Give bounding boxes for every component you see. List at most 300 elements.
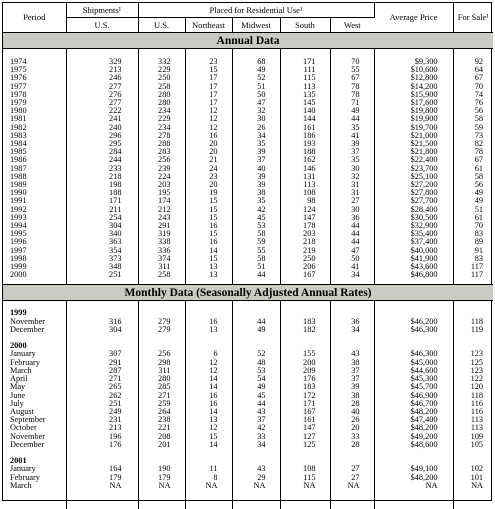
monthly-shipments-us-cell: 196	[109, 431, 122, 441]
monthly-period-cell: August	[10, 406, 34, 416]
monthly-average-price-cell: $46,700	[410, 398, 438, 408]
spacer	[139, 334, 171, 342]
annual-south-cell: 113	[303, 81, 316, 91]
annual-period-cell: 1991	[10, 196, 27, 206]
monthly-average-price-cell: $46,900	[410, 390, 438, 400]
annual-northeast-cell: 20	[209, 147, 218, 157]
annual-placed-us-cell: 283	[158, 147, 171, 157]
midwest-header: Midwest	[232, 18, 280, 33]
annual-south-cell: 171	[303, 57, 316, 66]
monthly-midwest-cell: 49	[257, 382, 266, 392]
monthly-west-cell: 33	[351, 431, 360, 441]
monthly-south-cell: 155	[303, 349, 316, 359]
monthly-midwest-cell: 33	[257, 431, 266, 441]
annual-average-price-cell: $30,500	[410, 212, 438, 222]
annual-northeast-cell: 13	[209, 262, 218, 272]
monthly-placed-us-cell: 279	[158, 316, 171, 326]
monthly-for-sale-cell: 116	[470, 398, 484, 408]
annual-midwest-cell: 47	[257, 98, 266, 108]
year-label: 1999	[10, 308, 27, 318]
annual-west-cell: 44	[351, 221, 360, 231]
monthly-for-sale-cell: NA	[471, 480, 484, 490]
monthly-for-sale-cell: 113	[470, 423, 484, 433]
annual-northeast-cell: 21	[209, 155, 218, 165]
annual-for-sale-cell: 56	[474, 106, 484, 116]
annual-west-cell: 37	[351, 147, 360, 157]
monthly-west-cell: 37	[351, 365, 360, 375]
monthly-average-price-cell: $48,200	[410, 423, 438, 433]
annual-placed-us-cell: 291	[158, 221, 171, 231]
annual-period-cell: 1981	[10, 114, 27, 124]
monthly-average-price-cell: $47,400	[410, 415, 438, 425]
annual-for-sale-cell: 51	[474, 204, 484, 214]
annual-south-cell: 250	[303, 253, 316, 263]
annual-average-price-cell: $46,800	[410, 270, 438, 280]
monthly-shipments-us-cell: NA	[109, 480, 122, 490]
annual-shipments-us-cell: 276	[109, 89, 122, 99]
annual-west-cell: 44	[351, 229, 360, 239]
monthly-period-cell: October	[10, 423, 37, 433]
monthly-midwest-cell: 44	[257, 398, 266, 408]
monthly-period-cell: September	[10, 415, 46, 425]
annual-northeast-cell: 15	[209, 196, 218, 206]
annual-placed-us-cell: 311	[158, 262, 171, 272]
monthly-for-sale-cell: 113	[470, 415, 484, 425]
monthly-average-price-cell: $48,600	[410, 439, 438, 449]
monthly-shipments-us-cell: 304	[109, 324, 122, 334]
annual-placed-us-cell: 256	[158, 155, 171, 165]
annual-placed-us-cell: 258	[158, 81, 171, 91]
monthly-for-sale-cell: 116	[470, 406, 484, 416]
annual-period-cell: 2000	[10, 270, 27, 280]
annual-for-sale-cell: 117	[470, 262, 484, 272]
monthly-northeast-cell: 11	[209, 464, 218, 474]
monthly-average-price-cell: $49,200	[410, 431, 438, 441]
spacer	[233, 449, 266, 457]
annual-midwest-cell: 42	[257, 204, 266, 214]
annual-average-price-cell: $21,800	[410, 147, 438, 157]
monthly-average-price-cell: $46,300	[410, 349, 438, 359]
monthly-shipments-us-cell: 262	[109, 390, 122, 400]
monthly-average-price-cell: $49,100	[410, 464, 438, 474]
annual-average-price-cell: $41,900	[410, 253, 438, 263]
monthly-shipments-us-cell: 179	[109, 472, 122, 482]
monthly-for-sale-cell: 120	[470, 382, 484, 392]
spacer	[281, 449, 316, 457]
annual-placed-us-cell: 280	[158, 98, 171, 108]
monthly-for-sale-cell: 122	[470, 374, 484, 384]
annual-for-sale-cell: 70	[474, 221, 484, 231]
annual-placed-us-cell: 332	[158, 57, 171, 66]
annual-for-sale-cell: 91	[474, 245, 484, 255]
annual-northeast-cell: 15	[209, 65, 218, 75]
annual-placed-us-cell: 280	[158, 89, 171, 99]
monthly-placed-us-cell: 256	[158, 349, 171, 359]
annual-shipments-us-cell: 251	[109, 270, 122, 280]
annual-midwest-cell: 52	[257, 73, 266, 83]
annual-period-cell: 1994	[10, 221, 27, 231]
monthly-for-sale-cell: 118	[470, 390, 484, 400]
monthly-for-sale-cell: 109	[470, 431, 484, 441]
monthly-average-price-cell: $48,200	[410, 406, 438, 416]
monthly-south-cell: 108	[303, 464, 316, 474]
monthly-period-cell: February	[10, 472, 40, 482]
shipments-header: Shipments¹	[66, 3, 138, 18]
manufactured-housing-table	[2, 2, 492, 501]
annual-west-cell: 36	[351, 212, 360, 222]
annual-midwest-cell: 39	[257, 180, 266, 190]
annual-average-price-cell: $27,700	[410, 196, 438, 206]
annual-south-cell: 146	[303, 163, 316, 173]
table-header	[3, 3, 493, 33]
annual-shipments-us-cell: 171	[109, 196, 122, 206]
annual-shipments-us-cell: 340	[109, 229, 122, 239]
average-price-header: Average Price	[374, 3, 453, 33]
annual-south-cell: 131	[303, 171, 316, 181]
annual-period-cell: 1974	[10, 57, 27, 66]
annual-placed-us-cell: 278	[158, 130, 171, 140]
annual-period-cell: 1985	[10, 147, 27, 157]
monthly-period-cell: May	[10, 382, 26, 392]
annual-period-cell: 1976	[10, 73, 27, 83]
annual-midwest-cell: 58	[257, 229, 266, 239]
annual-midwest-cell: 55	[257, 245, 266, 255]
annual-placed-us-cell: 212	[158, 204, 171, 214]
monthly-period-cell: November	[10, 316, 46, 326]
monthly-placed-us-cell: 221	[158, 423, 171, 433]
monthly-south-cell: 172	[303, 390, 316, 400]
annual-period-cell: 1989	[10, 180, 27, 190]
annual-west-cell: 41	[351, 262, 360, 272]
annual-period-cell: 1995	[10, 229, 27, 239]
annual-west-cell: 35	[351, 155, 360, 165]
annual-placed-us-cell: 174	[158, 196, 171, 206]
monthly-for-sale-cell: 118	[470, 316, 484, 326]
annual-period-cell: 1979	[10, 98, 27, 108]
annual-period-cell: 1975	[10, 65, 27, 75]
annual-midwest-cell: 53	[257, 221, 266, 231]
annual-average-price-cell: $17,600	[410, 98, 438, 108]
annual-placed-us-cell: 229	[158, 65, 171, 75]
monthly-average-price-cell: $46,300	[410, 324, 438, 334]
annual-placed-us-cell: 239	[158, 163, 171, 173]
annual-for-sale-cell: 61	[474, 163, 484, 173]
annual-midwest-cell: 35	[257, 139, 266, 149]
spacer	[233, 334, 266, 342]
spacer	[67, 334, 122, 342]
annual-south-cell: 145	[303, 98, 316, 108]
annual-shipments-us-cell: 348	[109, 262, 122, 272]
annual-period-cell: 1983	[10, 130, 27, 140]
annual-shipments-us-cell: 295	[109, 139, 122, 149]
monthly-south-cell: 182	[303, 324, 316, 334]
monthly-period-cell: April	[10, 374, 28, 384]
annual-midwest-cell: 38	[257, 188, 266, 198]
annual-placed-us-cell: 243	[158, 212, 171, 222]
annual-northeast-cell: 16	[209, 221, 218, 231]
monthly-shipments-us-cell: 213	[109, 423, 122, 433]
annual-northeast-cell: 15	[209, 229, 218, 239]
annual-west-cell: 34	[351, 270, 360, 280]
annual-shipments-us-cell: 277	[109, 98, 122, 108]
annual-for-sale-cell: 70	[474, 81, 484, 91]
year-label: 2000	[10, 341, 27, 351]
annual-average-price-cell: $37,400	[410, 237, 438, 247]
annual-west-cell: 67	[351, 73, 360, 83]
annual-midwest-cell: 58	[257, 253, 266, 263]
annual-for-sale-cell: 76	[474, 98, 484, 108]
year-label: 2001	[10, 456, 27, 466]
monthly-south-cell: 171	[303, 398, 316, 408]
annual-average-price-cell: $19,900	[410, 114, 438, 124]
monthly-northeast-cell: 8	[213, 472, 218, 482]
annual-northeast-cell: 20	[209, 180, 218, 190]
annual-average-price-cell: $27,200	[410, 180, 438, 190]
annual-midwest-cell: 68	[257, 57, 266, 66]
monthly-northeast-cell: 12	[209, 423, 218, 433]
annual-west-cell: 55	[351, 65, 360, 75]
monthly-shipments-us-cell: 307	[109, 349, 122, 359]
monthly-west-cell: 20	[351, 423, 360, 433]
annual-shipments-us-cell: 188	[109, 188, 122, 198]
monthly-placed-us-cell: 280	[158, 374, 171, 384]
period-header: Period	[3, 3, 66, 33]
annual-midwest-cell: 59	[257, 237, 266, 247]
annual-northeast-cell: 15	[209, 253, 218, 263]
annual-placed-us-cell: 250	[158, 73, 171, 83]
spacer	[375, 334, 438, 342]
monthly-average-price-cell: $48,200	[410, 472, 438, 482]
annual-south-cell: 206	[303, 262, 316, 272]
annual-for-sale-cell: 58	[474, 114, 484, 124]
monthly-placed-us-cell: 179	[158, 472, 171, 482]
annual-average-price-cell: $19,800	[410, 106, 438, 116]
monthly-northeast-cell: 6	[213, 349, 218, 359]
monthly-midwest-cell: 44	[257, 316, 266, 326]
annual-period-cell: 1996	[10, 237, 27, 247]
annual-average-price-cell: $12,800	[410, 73, 438, 83]
annual-west-cell: 44	[351, 237, 360, 247]
annual-west-cell: 30	[351, 163, 360, 173]
monthly-south-cell: 127	[303, 431, 316, 441]
monthly-west-cell: 28	[351, 439, 360, 449]
monthly-shipments-us-cell: 249	[109, 406, 122, 416]
monthly-northeast-cell: 15	[209, 431, 218, 441]
annual-average-price-cell: $14,200	[410, 81, 438, 91]
annual-for-sale-cell: 49	[474, 188, 484, 198]
annual-period-cell: 1999	[10, 262, 27, 272]
monthly-average-price-cell: $45,700	[410, 382, 438, 392]
monthly-placed-us-cell: NA	[158, 480, 171, 490]
monthly-midwest-cell: 34	[257, 439, 266, 449]
annual-south-cell: 144	[303, 114, 316, 124]
monthly-northeast-cell: 16	[209, 398, 218, 408]
annual-northeast-cell: 17	[209, 98, 218, 108]
shipments-us-header: U.S.	[66, 18, 138, 33]
monthly-west-cell: 40	[351, 406, 360, 416]
monthly-west-cell: 43	[351, 349, 360, 359]
annual-shipments-us-cell: 373	[109, 253, 122, 263]
annual-shipments-us-cell: 213	[109, 65, 122, 75]
monthly-period-cell: January	[10, 464, 36, 474]
annual-south-cell: 140	[303, 106, 316, 116]
spacer	[67, 449, 122, 457]
annual-for-sale-cell: 49	[474, 196, 484, 206]
monthly-for-sale-cell: 101	[470, 472, 484, 482]
annual-northeast-cell: 19	[209, 188, 218, 198]
monthly-midwest-cell: 54	[257, 374, 266, 384]
monthly-south-cell: 115	[303, 472, 316, 482]
annual-shipments-us-cell: 218	[109, 171, 122, 181]
spacer	[139, 449, 171, 457]
annual-northeast-cell: 16	[209, 130, 218, 140]
annual-placed-us-cell: 229	[158, 114, 171, 124]
annual-northeast-cell: 16	[209, 237, 218, 247]
monthly-south-cell: NA	[303, 480, 316, 490]
monthly-period-cell: July	[10, 398, 24, 408]
annual-west-cell: 71	[351, 98, 360, 108]
annual-average-price-cell: $43,600	[410, 262, 438, 272]
monthly-south-cell: 200	[303, 357, 316, 367]
annual-northeast-cell: 17	[209, 89, 218, 99]
annual-for-sale-cell: 56	[474, 180, 484, 190]
annual-average-price-cell: $10,600	[410, 65, 438, 75]
annual-data-band: Annual Data	[3, 33, 493, 49]
monthly-placed-us-cell: 279	[158, 324, 171, 334]
annual-for-sale-cell: 83	[474, 229, 484, 239]
annual-south-cell: 111	[303, 65, 316, 75]
monthly-period-cell: December	[10, 324, 45, 334]
annual-northeast-cell: 24	[209, 163, 218, 173]
annual-average-price-cell: $25,100	[410, 171, 438, 181]
spacer	[186, 334, 218, 342]
monthly-shipments-us-cell: 231	[109, 415, 122, 425]
monthly-northeast-cell: 13	[209, 415, 218, 425]
monthly-placed-us-cell: 201	[158, 439, 171, 449]
monthly-south-cell: 183	[303, 382, 316, 392]
annual-south-cell: 108	[303, 188, 316, 198]
annual-shipments-us-cell: 329	[109, 57, 122, 66]
monthly-midwest-cell: 29	[257, 472, 266, 482]
monthly-south-cell: 176	[303, 374, 316, 384]
monthly-for-sale-cell: 102	[470, 464, 484, 474]
annual-midwest-cell: 32	[257, 106, 266, 116]
annual-period-cell: 1987	[10, 163, 27, 173]
monthly-midwest-cell: 48	[257, 357, 266, 367]
monthly-shipments-us-cell: 316	[109, 316, 122, 326]
annual-northeast-cell: 12	[209, 106, 218, 116]
annual-for-sale-cell: 78	[474, 147, 484, 157]
monthly-placed-us-cell: 298	[158, 357, 171, 367]
monthly-west-cell: NA	[347, 480, 360, 490]
annual-shipments-us-cell: 233	[109, 163, 122, 173]
annual-west-cell: 31	[351, 180, 360, 190]
monthly-northeast-cell: 14	[209, 382, 218, 392]
monthly-northeast-cell: 12	[209, 357, 218, 367]
monthly-shipments-us-cell: 271	[109, 374, 122, 384]
annual-period-cell: 1997	[10, 245, 27, 255]
annual-midwest-cell: 30	[257, 114, 266, 124]
monthly-midwest-cell: 43	[257, 464, 266, 474]
annual-for-sale-cell: 61	[474, 212, 484, 222]
annual-south-cell: 162	[303, 155, 316, 165]
annual-northeast-cell: 12	[209, 114, 218, 124]
for-sale-header: For Sale¹	[457, 12, 489, 22]
monthly-placed-us-cell: 259	[158, 398, 171, 408]
annual-south-cell: 124	[303, 204, 316, 214]
annual-northeast-cell: 15	[209, 212, 218, 222]
annual-west-cell: 35	[351, 122, 360, 132]
annual-period-cell: 1977	[10, 81, 27, 91]
spacer	[331, 449, 360, 457]
annual-northeast-cell: 17	[209, 81, 218, 91]
annual-shipments-us-cell: 304	[109, 221, 122, 231]
annual-west-cell: 30	[351, 204, 360, 214]
monthly-south-cell: 161	[303, 415, 316, 425]
annual-placed-us-cell: 374	[158, 253, 171, 263]
monthly-data-band: Monthly Data (Seasonally Adjusted Annual Rates)	[3, 285, 493, 301]
annual-period-cell: 1990	[10, 188, 27, 198]
annual-west-cell: 78	[351, 81, 360, 91]
annual-period-cell: 1982	[10, 122, 27, 132]
annual-northeast-cell: 20	[209, 139, 218, 149]
monthly-period-cell: February	[10, 357, 40, 367]
annual-midwest-cell: 34	[257, 130, 266, 140]
annual-period-cell: 1992	[10, 204, 27, 214]
monthly-west-cell: 27	[351, 464, 360, 474]
monthly-average-price-cell: $44,600	[410, 365, 438, 375]
monthly-average-price-cell: $45,300	[410, 374, 438, 384]
monthly-period-cell: March	[10, 365, 32, 375]
annual-placed-us-cell: 288	[158, 139, 171, 149]
spacer	[331, 334, 360, 342]
spacer	[454, 449, 484, 457]
annual-midwest-cell: 49	[257, 65, 266, 75]
annual-south-cell: 218	[303, 237, 316, 247]
monthly-northeast-cell: 14	[209, 374, 218, 384]
annual-south-cell: 98	[307, 196, 316, 206]
annual-average-price-cell: $23,700	[410, 163, 438, 173]
annual-northeast-cell: 15	[209, 204, 218, 214]
annual-shipments-us-cell: 211	[109, 204, 122, 214]
annual-south-cell: 113	[303, 180, 316, 190]
monthly-midwest-cell: 37	[257, 415, 266, 425]
annual-period-cell: 1978	[10, 89, 27, 99]
monthly-shipments-us-cell: 291	[109, 357, 122, 367]
annual-midwest-cell: 40	[257, 163, 266, 173]
annual-south-cell: 193	[303, 139, 316, 149]
annual-for-sale-cell: 73	[474, 130, 484, 140]
spacer	[281, 334, 316, 342]
placed-us-header: U.S.	[138, 18, 185, 33]
annual-period-cell: 1986	[10, 155, 27, 165]
annual-shipments-us-cell: 296	[109, 130, 122, 140]
monthly-west-cell: 28	[351, 398, 360, 408]
annual-shipments-us-cell: 254	[109, 212, 122, 222]
annual-average-price-cell: $32,900	[410, 221, 438, 231]
spacer	[186, 449, 218, 457]
monthly-data-body	[3, 301, 493, 509]
monthly-midwest-cell: 43	[257, 406, 266, 416]
annual-for-sale-cell: 67	[474, 73, 484, 83]
annual-shipments-us-cell: 222	[109, 106, 122, 116]
annual-placed-us-cell: 319	[158, 229, 171, 239]
monthly-west-cell: 26	[351, 415, 360, 425]
monthly-shipments-us-cell: 251	[109, 398, 122, 408]
annual-shipments-us-cell: 240	[109, 122, 122, 132]
annual-shipments-us-cell: 241	[109, 114, 122, 124]
monthly-midwest-cell: NA	[253, 480, 266, 490]
